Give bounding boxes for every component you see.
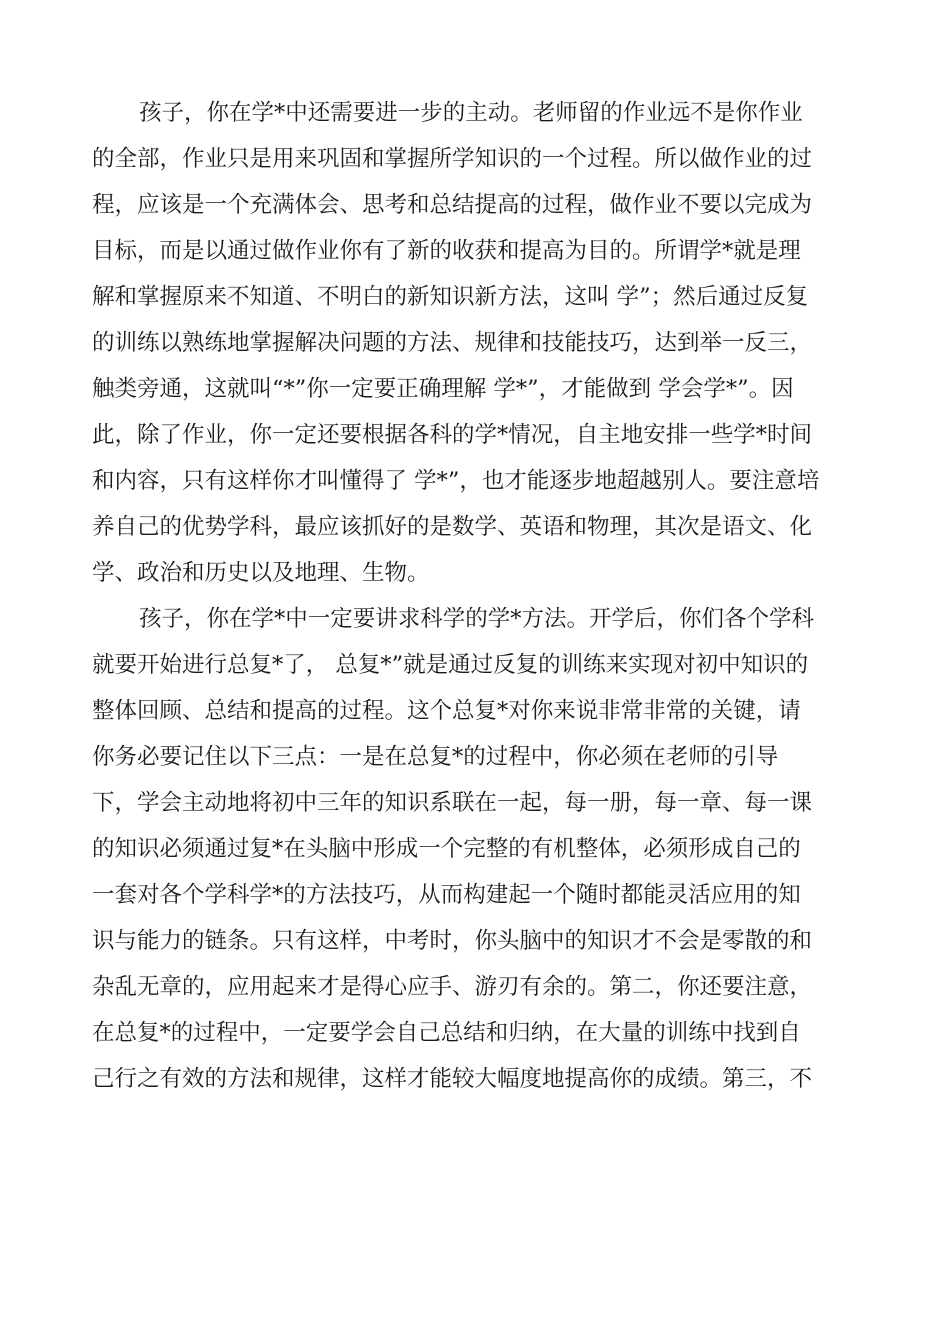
paragraph-line: 触类旁通，这就叫“*”你一定要正确理解 学*”，才能做到 学会学*”。因 xyxy=(92,376,794,402)
paragraph-line: 解和掌握原来不知道、不明白的新知识新方法，这叫 学”；然后通过反复 xyxy=(92,284,809,310)
paragraph-1 xyxy=(92,90,858,596)
paragraph-line: 己行之有效的方法和规律，这样才能较大幅度地提高你的成绩。第三，不 xyxy=(92,1066,813,1092)
paragraph-line: 一套对各个学科学*的方法技巧，从而构建起一个随时都能灵活应用的知 xyxy=(92,882,801,908)
paragraph-line: 目标，而是以通过做作业你有了新的收获和提高为目的。所谓学*就是理 xyxy=(92,238,801,264)
paragraph-line: 整体回顾、总结和提高的过程。这个总复*对你来说非常非常的关键，请 xyxy=(92,698,801,724)
paragraph-line: 的全部，作业只是用来巩固和掌握所学知识的一个过程。所以做作业的过 xyxy=(92,146,813,172)
paragraph-line: 学、政治和历史以及地理、生物。 xyxy=(92,560,430,586)
paragraph-line: 下，学会主动地将初中三年的知识系联在一起，每一册，每一章、每一课 xyxy=(92,790,813,816)
paragraph-line: 的训练以熟练地掌握解决问题的方法、规律和技能技巧，达到举一反三， xyxy=(92,330,813,356)
paragraph-line: 和内容，只有这样你才叫懂得了 学*”，也才能逐步地超越别人。要注意培 xyxy=(92,468,820,494)
paragraph-line: 此，除了作业，你一定还要根据各科的学*情况，自主地安排一些学*时间 xyxy=(92,422,813,448)
paragraph-2 xyxy=(92,596,858,1102)
paragraph-line: 的知识必须通过复*在头脑中形成一个完整的有机整体，必须形成自己的 xyxy=(92,836,801,862)
paragraph-line: 在总复*的过程中，一定要学会自己总结和归纳，在大量的训练中找到自 xyxy=(92,1020,801,1046)
paragraph-line: 孩子，你在学*中一定要讲求科学的学*方法。开学后，你们各个学科 xyxy=(139,606,815,632)
paragraph-line: 孩子，你在学*中还需要进一步的主动。老师留的作业远不是你作业 xyxy=(139,100,803,126)
paragraph-line: 识与能力的链条。只有这样，中考时，你头脑中的知识才不会是零散的和 xyxy=(92,928,813,954)
paragraph-line: 养自己的优势学科，最应该抓好的是数学、英语和物理，其次是语文、化 xyxy=(92,514,813,540)
paragraph-line: 杂乱无章的，应用起来才是得心应手、游刃有余的。第二，你还要注意， xyxy=(92,974,813,1000)
paragraph-line: 你务必要记住以下三点：一是在总复*的过程中，你必须在老师的引导 xyxy=(92,744,779,770)
paragraph-line: 就要开始进行总复*了， 总复*”就是通过反复的训练来实现对初中知识的 xyxy=(92,652,809,678)
document-body xyxy=(92,90,858,1102)
paragraph-line: 程，应该是一个充满体会、思考和总结提高的过程，做作业不要以完成为 xyxy=(92,192,813,218)
